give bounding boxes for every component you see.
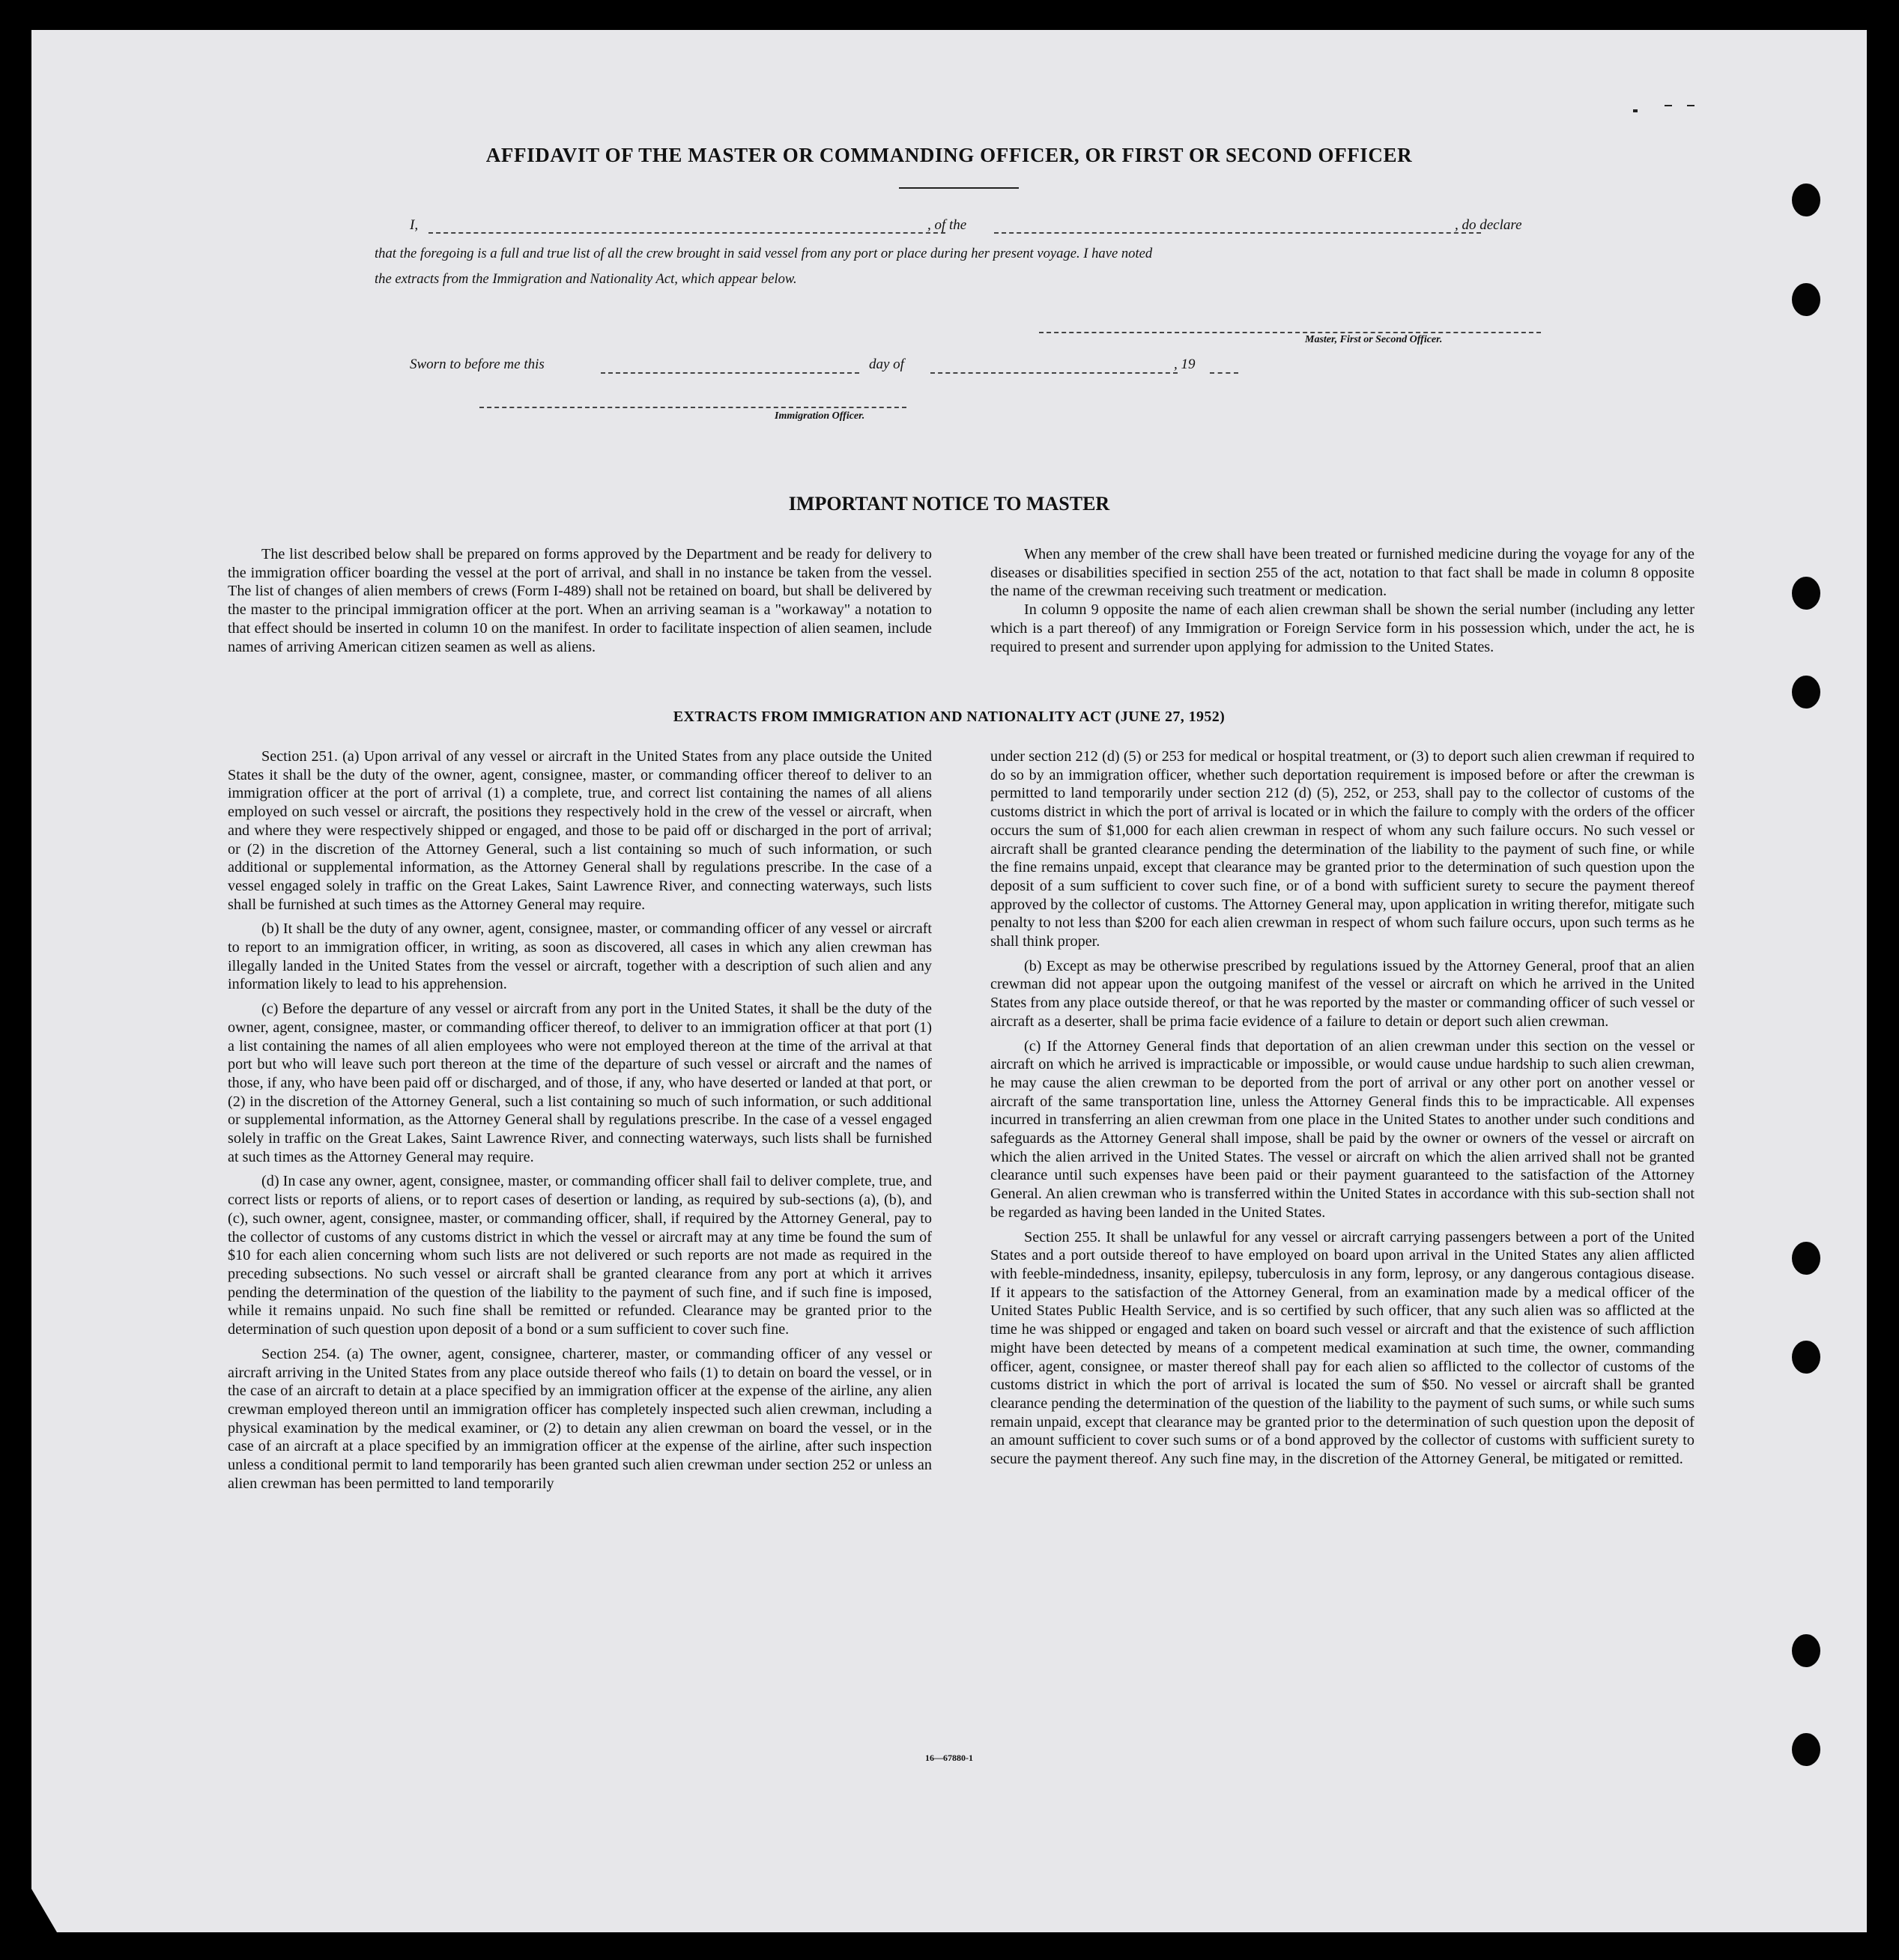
affidavit-title: AFFIDAVIT OF THE MASTER OR COMMANDING OFFICER, OR FIRST OR SECOND OFFICER (485, 144, 1413, 166)
title-divider (899, 187, 1019, 189)
sworn-day-blank[interactable] (601, 372, 859, 374)
document-page (31, 30, 1867, 1932)
sworn-year-blank[interactable] (1210, 372, 1238, 374)
notice-right-column (990, 545, 1694, 662)
section-paragraph: Section 254. (a) The owner, agent, consignee, charterer, master, or commanding officer of any vessel or aircraft arriving in the United States from any place outside thereof who fails (1) to detain on board the vessel, or in the case of an aircraft to detain at a place specified by an immigration officer at the expense of the airline, any alien crewman employed thereon until an immigration officer has completely inspected such alien crewman, including a physical examination by the medical examiner, or (2) to detain any alien crewman on board the vessel, or in the case of an aircraft at a place specified by an immigration officer at the expense of the airline, after such inspection unless a conditional permit to land temporarily has been granted such alien crewman under section 252 or unless an alien crewman has been permitted to land temporarily (228, 1345, 932, 1492)
vessel-blank[interactable] (994, 232, 1481, 234)
binder-hole-icon (1792, 1634, 1820, 1667)
declaration-line-3: the extracts from the Immigration and Nationality Act, which appear below. (375, 271, 797, 287)
section-paragraph: (c) Before the departure of any vessel or aircraft from any port in the United States, it shall be the duty of the owner, agent, consignee, master, or commanding officer thereof, to deliver to an immigration officer at that port (1) a list containing the names of all alien employees who were not employed thereon at the time of the arrival at that port but who will leave such port thereon at the time of the departure of such vessel or aircraft and the names of those, if any, who have been paid off or discharged, and of those, if any, who have deserted or landed at that port, or (2) in the discretion of the Attorney General, such a list containing so much of such information, or such additional or supplemental information, as the Attorney General shall by regulations prescribe. In the case of a vessel engaged solely in traffic on the Great Lakes, Saint Lawrence River, and connecting waterways, such lists shall be furnished at such times as the Attorney General may require. (228, 1001, 932, 1165)
section-paragraph: (b) It shall be the duty of any owner, agent, consignee, master, or commanding officer of any vessel or aircraft to report to an immigration officer, in writing, as soon as discovered, all cases in which any alien crewman has illegally landed in the United States from the vessel or aircraft, together with a description of such alien and any information likely to lead to his apprehension. (228, 920, 932, 993)
stray-mark (1665, 105, 1672, 106)
notice-paragraph: When any member of the crew shall have been treated or furnished medicine during the voyage for any of the diseases or disabilities specified in section 255 of the act, notation to that fact shall be made in column 8 opposite the name of the crewman receiving such treatment or medication. (990, 546, 1694, 600)
form-number: 16—67880-1 (925, 1753, 973, 1763)
officer-signature-label: Immigration Officer. (775, 410, 865, 422)
notice-paragraph: The list described below shall be prepared on forms approved by the Department and be ready for delivery to the immigration officer boarding the vessel at the port of arrival, and shall in no instance be taken from the vessel. The list of changes of alien members of crews (Form I-489) shall not be retained on board, but shall be delivered by the master to the principal immigration officer at the port. When an arriving seaman is a "workaway" a notation to that effect should be inserted in column 10 on the manifest. In order to facilitate inspection of alien seamen, include names of arriving American citizen seamen as well as aliens. (228, 546, 932, 655)
binder-hole-icon (1792, 1341, 1820, 1374)
notice-paragraph: In column 9 opposite the name of each alien crewman shall be shown the serial number (including any letter which is a part thereof) of any Immigration or Foreign Service form in his possession which, under the act, he is required to present and surrender upon applying for admission to the United States. (990, 601, 1694, 655)
sworn-day-of: day of (869, 356, 904, 372)
declaration-of-the: , of the (927, 217, 967, 233)
section-paragraph: Section 251. (a) Upon arrival of any vessel or aircraft in the United States from any place outside the United States it shall be the duty of the owner, agent, consignee, master, or commanding officer thereof to deliver to an immigration officer at the port of arrival (1) a complete, true, and correct list containing the names of all aliens employed on such vessel or aircraft, the positions they respectively hold in the crew of the vessel or aircraft, when and where they were respectively shipped or engaged, and those to be paid off or discharged in the port of arrival; or (2) in the discretion of the Attorney General, such a list containing so much of such information, or such additional or supplemental information, as the Attorney General shall by regulations prescribe. In the case of a vessel engaged solely in traffic on the Great Lakes, Saint Lawrence River, and connecting waterways, such lists shall be furnished at such times as the Attorney General may require. (228, 748, 932, 913)
section-paragraph: (d) In case any owner, agent, consignee, master, or commanding officer shall fail to deliver complete, true, and correct lists or reports of aliens, or to report cases of desertion or landing, as required by sub-sections (a), (b), and (c), such owner, agent, consignee, master, or commanding officer, shall, if required by the Attorney General, pay to the collector of customs of any customs district in which the vessel or aircraft may at any time be found the sum of $10 for each alien concerning whom such lists are not delivered or such reports are not made as required in the preceding subsections. No such vessel or aircraft shall be granted clearance from any port at which it arrives pending the determination of the question of the liability to the payment of such fine, and if such fine is imposed, while it remains unpaid. No such fine shall be remitted or refunded. Clearance may be granted prior to the determination of such question upon deposit of a bond or a sum sufficient to cover such fine. (228, 1173, 932, 1338)
binder-hole-icon (1792, 676, 1820, 709)
extracts-title: EXTRACTS FROM IMMIGRATION AND NATIONALITY ACT (JUNE 27, 1952) (673, 709, 1226, 725)
master-signature-line[interactable] (1039, 332, 1541, 333)
section-paragraph: (b) Except as may be otherwise prescribed by regulations issued by the Attorney General, proof that an alien crewman did not appear upon the outgoing manifest of the vessel or aircraft on which he arrived in the United States from any place outside thereof, or that he was reported by the master or commanding officer of such vessel or aircraft as a deserter, shall be prima facie evidence of a failure to detain or deport such alien crewman. (990, 957, 1694, 1030)
officer-signature-line[interactable] (479, 407, 906, 408)
binder-hole-icon (1792, 577, 1820, 610)
section-paragraph: under section 212 (d) (5) or 253 for medical or hospital treatment, or (3) to deport such alien crewman if required to do so by an immigration officer, whether such deportation requirement is imposed before or after the crewman is permitted to land temporarily under section 212 (d) (5), 252, or 253, shall pay to the collector of customs of the customs district in which the port of arrival is located or in which the failure to comply with the orders of the officer occurs the sum of $1,000 for each alien crewman in respect of whom any such failure occurs. No such vessel or aircraft shall be granted clearance pending the determination of the liability to the payment of such fine, or while the fine remains unpaid, except that clearance may be granted prior to the determination of such question upon the deposit of a sum sufficient to cover such fine, or of a bond with sufficient surety to secure the payment thereof approved by the collector of customs. The Attorney General may, upon application in writing therefor, mitigate such penalty to not less than $200 for each alien crewman in respect of whom such failure occurs, upon such terms as he shall think proper. (990, 748, 1694, 950)
declaration-do-declare: , do declare (1455, 217, 1522, 233)
notice-title: IMPORTANT NOTICE TO MASTER (788, 493, 1110, 515)
notice-left-column (228, 545, 932, 662)
binder-hole-icon (1792, 1242, 1820, 1275)
torn-corner (31, 1889, 57, 1932)
stray-mark (1633, 109, 1638, 112)
binder-hole-icon (1792, 283, 1820, 316)
name-blank[interactable] (428, 232, 945, 234)
declaration-line-2: that the foregoing is a full and true list of all the crew brought in said vessel from any port or place during her present voyage. I have noted (375, 246, 1153, 261)
sworn-month-blank[interactable] (930, 372, 1178, 374)
extracts-left-column (228, 747, 932, 1499)
sworn-label: Sworn to before me this (410, 356, 545, 372)
section-paragraph: (c) If the Attorney General finds that deportation of an alien crewman under this section on the vessel or aircraft on which he arrived is impracticable or impossible, or would cause undue hardship to such alien crewman, he may cause the alien crewman to be deported from the port of arrival or any other port on another vessel or aircraft of the same transportation line, unless the Attorney General finds this to be impracticable. All expenses incurred in transferring an alien crewman from one place in the United States to another under such conditions and safeguards as the Attorney General shall impose, shall be paid by the owner or owners of the vessel or aircraft on which the alien arrived in the United States. The vessel or aircraft on which the alien arrived shall not be granted clearance until such expenses have been paid or their payment guaranteed to the satisfaction of the Attorney General. An alien crewman who is transferred within the United States in accordance with this sub-section shall not be regarded as having been landed in the United States. (990, 1037, 1694, 1221)
stray-mark (1687, 105, 1694, 106)
declaration-pronoun: I, (410, 217, 419, 233)
section-paragraph: Section 255. It shall be unlawful for any vessel or aircraft carrying passengers between a port of the United States and a port outside thereof to have employed on board upon arrival in the United States any alien afflicted with feeble-mindedness, insanity, epilepsy, tuberculosis in any form, leprosy, or any dangerous contagious disease. If it appears to the satisfaction of the Attorney General, from an examination made by a medical officer of the United States Public Health Service, and is so certified by such officer, that any such alien was so afflicted at the time he was shipped or engaged and taken on board such vessel or aircraft and that the existence of such affliction might have been detected by means of a competent medical examination at such time, the owner, commanding officer, agent, consignee, or master thereof shall pay for each alien so afflicted to the collector of customs of the customs district in which the port of arrival is located the sum of $50. No vessel or aircraft shall be granted clearance pending the determination of the question of the liability to the payment of such sums, or while such sums remain unpaid, except that clearance may be granted prior to the determination of such question upon the deposit of an amount sufficient to cover such sums or of a bond approved by the collector of customs with sufficient surety to secure the payment thereof. Any such fine may, in the discretion of the Attorney General, be mitigated or remitted. (990, 1228, 1694, 1468)
extracts-right-column (990, 747, 1694, 1475)
sworn-year: , 19 (1174, 356, 1196, 372)
binder-hole-icon (1792, 183, 1820, 216)
master-signature-label: Master, First or Second Officer. (1305, 334, 1443, 345)
